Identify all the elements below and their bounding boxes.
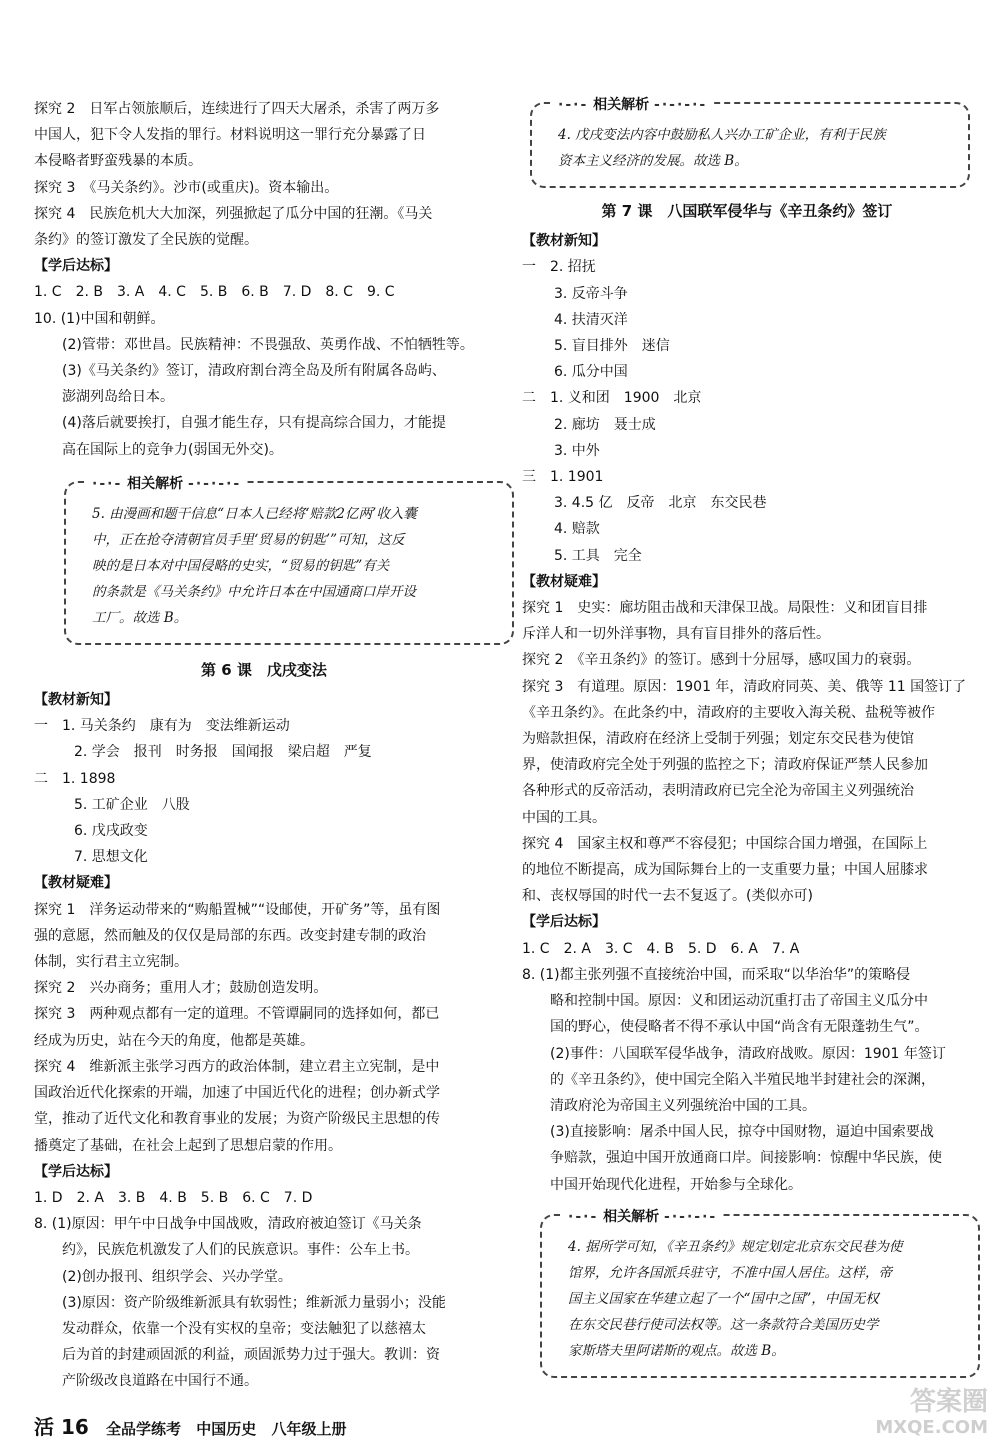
page-number: 活 16 <box>34 1415 89 1439</box>
text-line: (3)《马关条约》签订，清政府割台湾全岛及所有附属各岛屿、 <box>62 363 446 380</box>
text-line: 8. (1)原因：甲午中日战争中国战败，清政府被迫签订《马关条 <box>34 1216 422 1233</box>
text-line: (2)管带：邓世昌。民族精神：不畏强敌、英勇作战、不怕牺牲等。 <box>62 336 474 353</box>
text-line: 3. 4.5 亿 反帝 北京 东交民巷 <box>554 495 767 512</box>
analysis-line: 国主义国家在华建立起了一个“国中之国”，中国无权 <box>568 1290 879 1307</box>
text-line: 和、丧权辱国的时代一去不复返了。(类似亦可) <box>522 888 813 905</box>
text-line: 斥洋人和一切外洋事物，具有盲目排外的落后性。 <box>522 626 830 643</box>
subject-name: 中国历史 <box>196 1420 257 1438</box>
text-line: 探究 2 日军占领旅顺后，连续进行了四天大屠杀，杀害了两万多 <box>34 101 440 117</box>
text-line: 探究 4 维新派主张学习西方的政治体制，建立君主立宪制，是中 <box>34 1058 440 1075</box>
related-analysis-label: ·-·- 相关解析 -·-·-·- <box>86 471 247 497</box>
text-line: 中国的工具。 <box>522 809 606 826</box>
watermark-line: 答案圈 <box>909 1387 988 1417</box>
related-analysis-label: ·-·- 相关解析 -·-·-·- <box>562 1204 723 1230</box>
text-line: 5. 工具 完全 <box>554 547 642 564</box>
section-heading: 【学后达标】 <box>34 1163 118 1180</box>
text-line: 中国开始现代化进程，开始参与全球化。 <box>550 1176 802 1193</box>
text-line: 8. (1)都主张列强不直接统治中国，而采取“以华治华”的策略侵 <box>522 966 911 983</box>
analysis-line: 4. 据所学可知，《辛丑条约》规定划定北京东交民巷为使 <box>568 1238 903 1255</box>
watermark-logo <box>875 1389 988 1441</box>
text-line: 6. 戊戌政变 <box>74 823 148 840</box>
analysis-line: 馆界，允许各国派兵驻守，不准中国人居住。这样，帝 <box>568 1264 892 1281</box>
text-line: 争赔款，强迫中国开放通商口岸。间接影响：惊醒中华民族，使 <box>550 1150 942 1167</box>
text-line: 《辛丑条约》。在此条约中，清政府的主要收入海关税、盐税等被作 <box>522 704 935 721</box>
text-line: 高在国际上的竞争力(弱国无外交)。 <box>62 441 283 458</box>
analysis-line: 5. 由漫画和题干信息“日本人已经将‘赔款2亿两’收入囊 <box>92 505 417 522</box>
text-line: 探究 4 民族危机大大加深，列强掀起了瓜分中国的狂潮。《马关 <box>34 205 433 222</box>
text-line: (4)落后就要挨打，自强才能生存，只有提高综合国力，才能提 <box>62 415 446 432</box>
lesson-7-title: 第 7 课 八国联军侵华与《辛丑条约》签订 <box>601 202 893 220</box>
text-line: 约》，民族危机激发了人们的民族意识。事件：公车上书。 <box>62 1242 419 1259</box>
text-line: 国政治近代化探索的开端，加速了中国近代化的进程；创办新式学 <box>34 1085 440 1102</box>
lesson-6-title: 第 6 课 戊戌变法 <box>201 660 327 679</box>
text-line: (2)创办报刊、组织学会、兴办学堂。 <box>62 1268 292 1285</box>
right-column <box>522 96 972 1378</box>
text-line: 的《辛丑条约》，使中国完全陷入半殖民地半封建社会的深渊， <box>550 1071 935 1088</box>
text-line: 2. 廊坊 聂士成 <box>554 416 656 433</box>
text-line: 一 1. 马关条约 康有为 变法维新运动 <box>34 718 290 735</box>
text-line: 三 1. 1901 <box>522 469 604 486</box>
text-line: 二 1. 1898 <box>34 770 116 787</box>
text-line: 产阶级改良道路在中国行不通。 <box>62 1373 258 1390</box>
text-line: 5. 工矿企业 八股 <box>74 796 190 813</box>
text-line: (3)原因：资产阶级维新派具有软弱性；维新派力量弱小；没能 <box>62 1294 446 1311</box>
text-line: 的地位不断提高，成为国际舞台上的一支重要力量；中国人屈膝求 <box>522 862 928 879</box>
related-analysis-box <box>530 97 970 188</box>
text-line: 5. 盲目排外 迷信 <box>554 338 670 355</box>
text-line: 7. 思想文化 <box>74 849 148 866</box>
related-analysis-box <box>64 475 514 645</box>
text-line: 发动群众，依靠一个没有实权的皇帝；变法触犯了以慈禧太 <box>62 1320 426 1337</box>
text-line: 清政府沦为帝国主义列强统治中国的工具。 <box>550 1097 816 1114</box>
text-line: 为赔款担保，清政府在经济上受制于列强；划定东交民巷为使馆 <box>522 731 914 748</box>
text-line: 堂，推动了近代文化和教育事业的发展；为资产阶级民主思想的传 <box>34 1111 440 1128</box>
text-line: (2)事件：八国联军侵华战争，清政府战败。原因：1901 年签订 <box>550 1045 946 1062</box>
section-heading: 【教材新知】 <box>34 692 118 709</box>
answer-line: 1. D 2. A 3. B 4. B 5. B 6. C 7. D <box>34 1189 313 1206</box>
right-section-a <box>522 228 972 1198</box>
text-line: 本侵略者野蛮残暴的本质。 <box>34 153 202 170</box>
analysis-line: 家斯塔夫里阿诺斯的观点。故选 B。 <box>568 1342 785 1359</box>
section-heading: 【教材疑难】 <box>522 573 606 590</box>
text-line: 4. 扶清灭洋 <box>554 311 628 328</box>
text-line: 体制，实行君主立宪制。 <box>34 954 188 971</box>
left-section-b <box>34 687 494 1394</box>
analysis-line: 工厂。故选 B。 <box>92 609 188 626</box>
answer-line: 1. C 2. A 3. C 4. B 5. D 6. A 7. A <box>522 940 800 957</box>
text-line: 澎湖列岛给日本。 <box>62 389 174 406</box>
text-line: 播奠定了基础，在社会上起到了思想启蒙的作用。 <box>34 1137 342 1154</box>
related-analysis-label: ·-·- 相关解析 -·-·-·- <box>552 92 713 118</box>
grade-name: 八年级上册 <box>271 1420 347 1438</box>
text-line: 中国人，犯下令人发指的罪行。材料说明这一罪行充分暴露了日 <box>34 127 426 144</box>
analysis-line: 的条款是《马关条约》中允许日本在中国通商口岸开设 <box>92 583 416 600</box>
text-line: 二 1. 义和团 1900 北京 <box>522 390 702 407</box>
related-analysis-box <box>540 1208 980 1378</box>
text-line: 条约》的签订激发了全民族的觉醒。 <box>34 232 258 249</box>
text-line: 2. 学会 报刊 时务报 国闻报 梁启超 严复 <box>74 744 372 761</box>
series-name: 全品学练考 <box>106 1420 182 1438</box>
text-line: 经成为历史，站在今天的角度，他都是英雄。 <box>34 1032 314 1049</box>
text-line: 探究 1 史实：廊坊阻击战和天津保卫战。局限性：义和团盲目排 <box>522 600 928 617</box>
text-line: 探究 1 洋务运动带来的“购船置械”“设邮使，开矿务”等，虽有图 <box>34 901 441 918</box>
left-section-a <box>34 96 494 463</box>
watermark-line: MXQE.COM <box>875 1417 988 1438</box>
analysis-line: 4. 戊戌变法内容中鼓励私人兴办工矿企业，有利于民族 <box>558 127 886 143</box>
text-line: 略和控制中国。原因：义和团运动沉重打击了帝国主义瓜分中 <box>550 993 928 1010</box>
text-line: 界，使清政府完全处于列强的监控之下；清政府保证严禁人民参加 <box>522 757 928 774</box>
text-line: 探究 2 兴办商务；重用人才；鼓励创造发明。 <box>34 980 328 997</box>
text-line: 探究 3 两种观点都有一定的道理。不管谭嗣同的选择如何，都已 <box>34 1006 440 1023</box>
text-line: 后为首的封建顽固派的利益，顽固派势力过于强大。教训：资 <box>62 1347 440 1364</box>
text-line: 探究 4 国家主权和尊严不容侵犯；中国综合国力增强，在国际上 <box>522 835 928 852</box>
page-footer <box>34 1411 357 1440</box>
text-line: 强的意愿，然而触及的仅仅是局部的东西。改变封建专制的政治 <box>34 927 426 944</box>
text-line: 探究 3 《马关条约》。沙市(或重庆)。资本输出。 <box>34 179 339 196</box>
analysis-line: 中，正在抢夺清朝官员手里‘贸易的钥匙’”可知，这反 <box>92 531 405 548</box>
text-line: 10. (1)中国和朝鲜。 <box>34 310 165 327</box>
section-heading: 【学后达标】 <box>522 914 606 931</box>
answer-line: 1. C 2. B 3. A 4. C 5. B 6. B 7. D 8. C 9. C <box>34 284 395 301</box>
text-line: 探究 3 有道理。原因：1901 年，清政府同英、美、俄等 11 国签订了 <box>522 678 967 695</box>
text-line: (3)直接影响：屠杀中国人民，掠夺中国财物，逼迫中国索要战 <box>550 1124 934 1141</box>
text-line: 一 2. 招抚 <box>522 259 596 276</box>
text-line: 4. 赔款 <box>554 521 600 538</box>
section-heading: 【教材新知】 <box>522 233 606 250</box>
text-line: 3. 反帝斗争 <box>554 285 628 302</box>
analysis-line: 映的是日本对中国侵略的史实，“贸易的钥匙”有关 <box>92 557 390 574</box>
section-heading: 【学后达标】 <box>34 258 118 275</box>
section-heading: 【教材疑难】 <box>34 875 118 892</box>
text-line: 6. 瓜分中国 <box>554 364 628 381</box>
text-line: 国的野心，使侵略者不得不承认中国“尚含有无限蓬勃生气”。 <box>550 1019 929 1036</box>
analysis-line: 资本主义经济的发展。故选 B。 <box>558 153 748 169</box>
analysis-line: 在东交民巷行使司法权等。这一条款符合美国历史学 <box>568 1316 879 1333</box>
text-line: 各种形式的反帝活动，表明清政府已完全沦为帝国主义列强统治 <box>522 783 914 800</box>
text-line: 3. 中外 <box>554 442 600 459</box>
left-column <box>34 96 494 1395</box>
text-line: 探究 2 《辛丑条约》的签订。感到十分屈辱，感叹国力的衰弱。 <box>522 652 921 669</box>
